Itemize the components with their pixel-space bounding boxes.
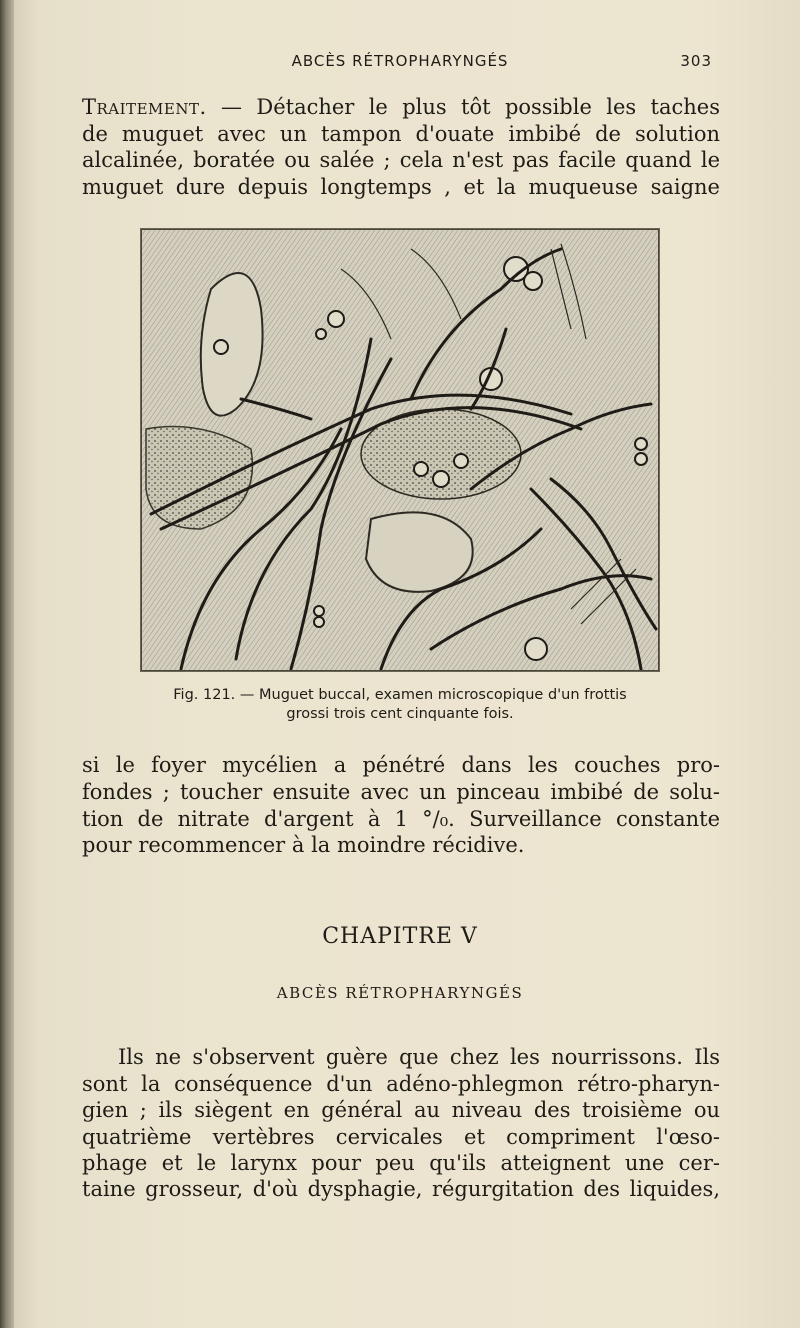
intro-line-3: alcalinée, boratée ou salée ; cela n'est pas facile quand le xyxy=(82,148,720,172)
continuation-line-2: fondes ; toucher ensuite avec un pinceau imbibé de solu- xyxy=(82,780,720,804)
running-header xyxy=(80,52,720,76)
body-line-5: phage et le larynx pour peu qu'ils atteignent une cer- xyxy=(82,1151,720,1175)
section-title: ABCÈS RÉTROPHARYNGÉS xyxy=(276,984,524,1002)
body-line-6: taine grosseur, d'où dysphagie, régurgitation des liquides, xyxy=(82,1177,720,1201)
continuation-line-1: si le foyer mycélien a pénétré dans les couches pro- xyxy=(82,753,720,777)
intro-line-4: muguet dure depuis longtemps , et la muqueuse saigne xyxy=(82,175,720,199)
body-line-3: gien ; ils siègent en général au niveau des troisième ou xyxy=(82,1098,720,1122)
caption-line-1: Fig. 121. — Muguet buccal, examen microscopique d'un frottis xyxy=(173,687,627,703)
body-line-2: sont la conséquence d'un adéno-phlegmon rétro-pharyn- xyxy=(82,1072,720,1096)
treatment-lead: Traitement. xyxy=(82,95,207,119)
intro-line-2: de muguet avec un tampon d'ouate imbibé de solution xyxy=(82,122,720,146)
body-line-4: quatrième vertèbres cervicales et compriment l'œso- xyxy=(82,1125,720,1149)
continuation-line-3: tion de nitrate d'argent à 1 °/₀. Surveillance constante xyxy=(82,807,720,831)
body-line-1: Ils ne s'observent guère que chez les nourrissons. Ils xyxy=(118,1045,720,1069)
page-number: 303 xyxy=(680,52,712,70)
chapter-title: CHAPITRE V xyxy=(322,924,478,949)
thrush-micrograph-illustration xyxy=(141,229,659,671)
continuation-line-4: pour recommencer à la moindre récidive. xyxy=(82,833,525,857)
running-title: ABCÈS RÉTROPHARYNGÉS xyxy=(291,52,509,70)
caption-line-2: grossi trois cent cinquante fois. xyxy=(286,706,514,722)
intro-line-1: Traitement. — Détacher le plus tôt possible les taches xyxy=(82,95,720,119)
figure-caption xyxy=(140,686,660,724)
page-binding-shadow xyxy=(0,0,14,1328)
microscope-figure xyxy=(140,228,660,672)
